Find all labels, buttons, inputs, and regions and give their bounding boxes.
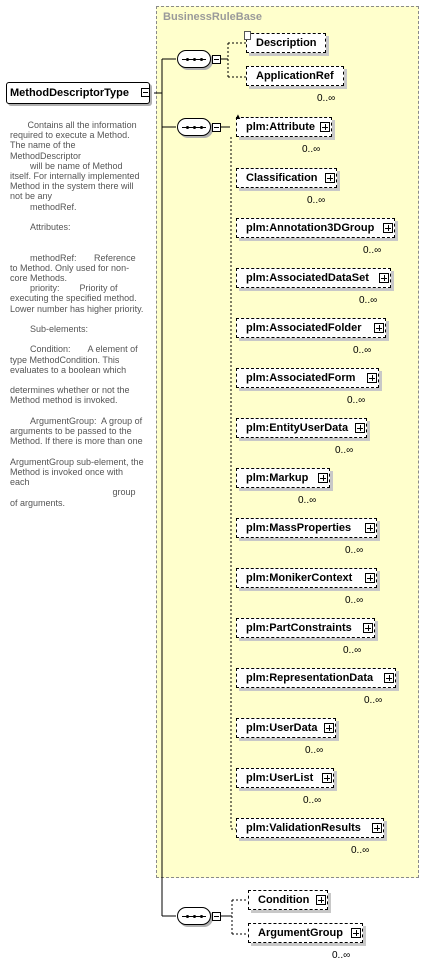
multiplicity-label: 0..∞ [363, 245, 382, 256]
multiplicity-label: 0..∞ [345, 545, 364, 556]
element-plm-representationdata[interactable] [236, 668, 396, 688]
element-classification[interactable] [236, 168, 337, 188]
multiplicity-label: 0..∞ [351, 845, 370, 856]
element-label: Classification [246, 172, 318, 184]
expand-icon[interactable] [351, 928, 361, 938]
expand-icon[interactable] [355, 423, 365, 433]
multiplicity-label: 0..∞ [317, 93, 336, 104]
element-plm-associatedform[interactable] [236, 368, 379, 388]
sequence-collapse-icon[interactable] [212, 123, 221, 132]
element-label: plm:AssociatedDataSet [246, 272, 369, 284]
element-plm-userlist[interactable] [236, 768, 334, 788]
multiplicity-label: 0..∞ [307, 195, 326, 206]
documentation-icon [244, 31, 251, 40]
sequence-compositor-bottom [177, 907, 211, 925]
expand-icon[interactable] [320, 122, 330, 132]
element-plm-attribute[interactable] [234, 112, 332, 137]
element-label: plm:UserData [246, 722, 318, 734]
multiplicity-label: 0..∞ [359, 295, 378, 306]
element-description[interactable] [246, 33, 326, 53]
root-element-label: MethodDescriptorType [10, 87, 129, 99]
expand-icon[interactable] [384, 673, 394, 683]
multiplicity-label: 0..∞ [347, 395, 366, 406]
reference-arrow-icon: ▲ [234, 112, 242, 121]
group-title: BusinessRuleBase [163, 11, 263, 23]
expand-icon[interactable] [318, 473, 328, 483]
expand-icon[interactable] [365, 523, 375, 533]
element-application-ref[interactable] [246, 66, 344, 86]
expand-icon[interactable] [316, 895, 326, 905]
element-label: plm:AssociatedForm [246, 372, 356, 384]
expand-icon[interactable] [367, 373, 377, 383]
element-label: plm:EntityUserData [246, 422, 349, 434]
sequence-compositor-middle [177, 118, 211, 136]
multiplicity-label: 0..∞ [345, 595, 364, 606]
collapse-icon[interactable] [141, 88, 150, 97]
element-plm-associatedfolder[interactable] [236, 318, 386, 338]
sequence-collapse-icon[interactable] [212, 912, 221, 921]
sequence-collapse-icon[interactable] [212, 55, 221, 64]
element-label: plm:PartConstraints [246, 622, 352, 634]
element-label: Condition [258, 894, 310, 906]
element-label: Description [256, 37, 317, 49]
multiplicity-label: 0..∞ [303, 795, 322, 806]
expand-icon[interactable] [379, 273, 389, 283]
multiplicity-label: 0..∞ [343, 645, 362, 656]
element-label: plm:MassProperties [246, 522, 352, 534]
element-plm-associateddataset[interactable] [236, 268, 391, 288]
expand-icon[interactable] [365, 573, 375, 583]
expand-icon[interactable] [363, 623, 373, 633]
element-label: plm:UserList [246, 772, 314, 784]
element-plm-annotation3dgroup[interactable] [236, 218, 395, 238]
element-plm-userdata[interactable] [236, 718, 336, 738]
element-plm-massproperties[interactable] [236, 518, 377, 538]
element-plm-validationresults[interactable] [236, 818, 384, 838]
element-label: ArgumentGroup [258, 927, 343, 939]
multiplicity-label: 0..∞ [353, 345, 372, 356]
element-label: plm:Markup [246, 472, 309, 484]
element-label: plm:MonikerContext [246, 572, 353, 584]
multiplicity-label: 0..∞ [298, 495, 317, 506]
element-plm-markup[interactable] [236, 468, 330, 488]
root-element[interactable] [6, 82, 150, 104]
element-label: plm:ValidationResults [246, 822, 361, 834]
multiplicity-label: 0..∞ [332, 950, 351, 961]
element-plm-entityuserdata[interactable] [236, 418, 367, 438]
multiplicity-label: 0..∞ [335, 445, 354, 456]
element-label: plm:Annotation3DGroup [246, 222, 375, 234]
expand-icon[interactable] [324, 723, 334, 733]
expand-icon[interactable] [322, 773, 332, 783]
expand-icon[interactable] [383, 223, 393, 233]
multiplicity-label: 0..∞ [364, 695, 383, 706]
documentation-text: Contains all the information required to execute a Method. The name of the MethodDescriptor will be name of Method itself. For internally implemented Method in the system there will not be any methodRef. Attributes: methodRef: Reference to Method. Only used for non-core Methods. priority: Priority of executing the specified method. Lower number has higher priority. Sub-elements: Condition: A element of type MethodCondition. This evaluates to a boolean which determines whether or not the Method method is invoked. ArgumentGroup: A group of arguments to be passed to the Method. If there is more than one ArgumentGroup sub-element, the Method is invoked once with each group of arguments. [10, 120, 144, 508]
sequence-compositor-top [177, 50, 211, 68]
element-plm-partconstraints[interactable] [236, 618, 375, 638]
element-label: plm:Attribute [246, 121, 316, 133]
element-argument-group[interactable] [248, 923, 363, 943]
element-condition[interactable] [248, 890, 328, 910]
element-label: ApplicationRef [256, 70, 334, 82]
element-plm-monikercontext[interactable] [236, 568, 377, 588]
expand-icon[interactable] [325, 173, 335, 183]
expand-icon[interactable] [372, 823, 382, 833]
element-label: plm:RepresentationData [246, 672, 374, 684]
element-label: plm:AssociatedFolder [246, 322, 362, 334]
multiplicity-label: 0..∞ [302, 144, 321, 155]
multiplicity-label: 0..∞ [305, 745, 324, 756]
expand-icon[interactable] [374, 323, 384, 333]
